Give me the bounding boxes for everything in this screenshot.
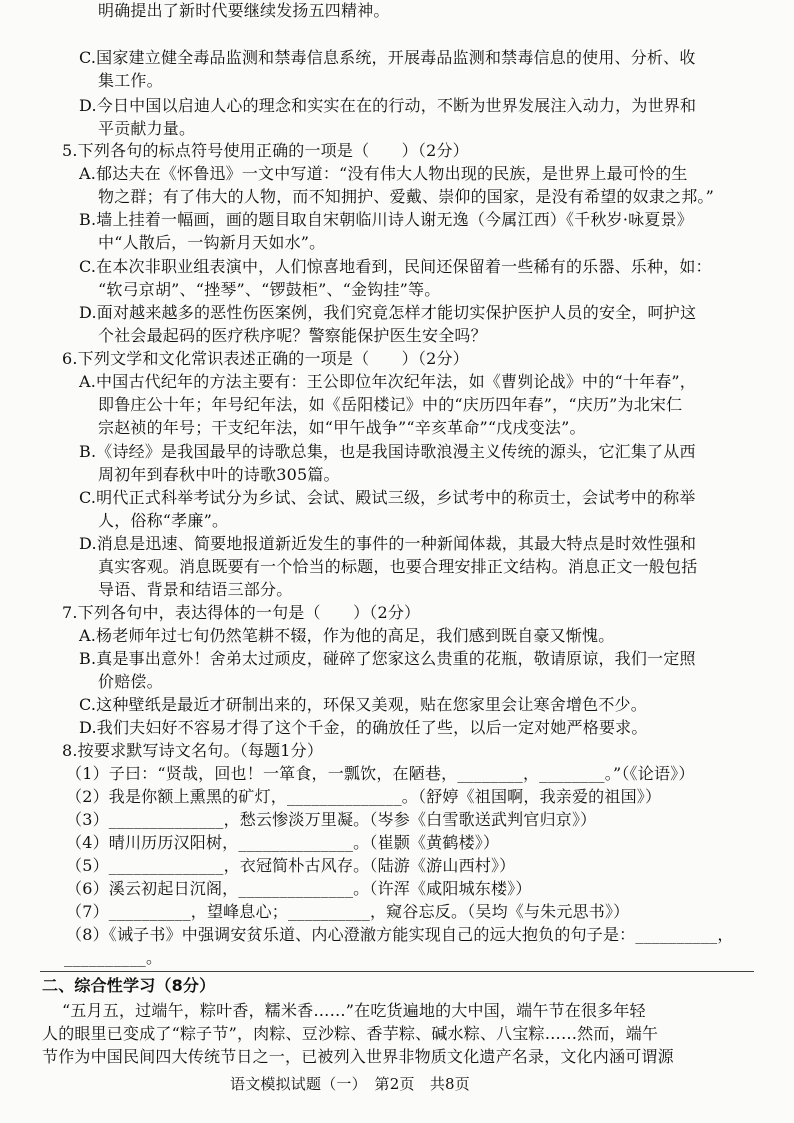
passage-line: “五月五，过端午，粽叶香，糯米香……”在吃货遍地的大中国，端午节在很多年轻: [62, 1001, 646, 1020]
option-a: A.中国古代纪年的方法主要有：王公即位年次纪年法，如《曹刿论战》中的“十年春”，: [79, 372, 697, 391]
question-7: 7.下列各句中，表达得体的一句是（ ）（2分）: [62, 603, 421, 622]
option-a: A.郁达夫在《怀鲁迅》一文中写道：“没有伟大人物出现的民族，是世界上最可怜的生: [79, 164, 688, 183]
option-b: B.真是事出意外！舍弟太过顽皮，碰碎了您家这么贵重的花瓶，敬请原谅，我们一定照: [79, 649, 696, 668]
option-d: D.面对越来越多的恶性伤医案例，我们究竟怎样才能切实保护医护人员的安全，呵护这: [79, 303, 697, 322]
fill-item-8-cont: __________。: [64, 948, 163, 967]
text-line: 价赔偿。: [98, 672, 163, 691]
option-b: B.墙上挂着一幅画，画的题目取自宋朝临川诗人谢无逸（今属江西）《千秋岁·咏夏景》: [79, 210, 693, 229]
text-line: 真实客观。消息既要有一个恰当的标题，也要合理安排正文结构。消息正文一般包括: [98, 557, 698, 576]
text-line: 集工作。: [98, 71, 163, 90]
option-c: C.国家建立健全毒品监测和禁毒信息系统，开展毒品监测和禁毒信息的使用、分析、收: [79, 48, 696, 67]
option-c: C.明代正式科举考试分为乡试、会试、殿试三级，乡试考中的称贡士，会试考中的称举: [79, 488, 696, 507]
option-b: B.《诗经》是我国最早的诗歌总集，也是我国诗歌浪漫主义传统的源头，它汇集了从西: [79, 442, 696, 461]
option-d: D.我们夫妇好不容易才得了这个千金，的确放任了些，以后一定对她严格要求。: [79, 718, 648, 737]
option-a: A.杨老师年过七旬仍然笔耕不辍，作为他的高足，我们感到既自豪又惭愧。: [79, 626, 615, 645]
page-footer: 语文模拟试题（一） 第2页 共8页: [230, 1075, 470, 1093]
option-d: D.今日中国以启迪人心的理念和实实在在的行动，不断为世界发展注入动力，为世界和: [79, 96, 697, 115]
fill-item-2: （2）我是你额上熏黑的矿灯，______________。（舒婷《祖国啊，我亲爱的祖国》）: [66, 787, 662, 806]
question-8: 8.按要求默写诗文名句。（每题1分）: [62, 741, 324, 760]
section-title: 二、综合性学习（8分）: [42, 976, 216, 995]
text-line: 平贡献力量。: [98, 119, 196, 138]
text-line: 人，俗称“孝廉”。: [98, 511, 229, 530]
text-line: “软弓京胡”、“挫琴”、“锣鼓柜”、“金钩挂”等。: [98, 280, 441, 299]
fill-item-4: （4）晴川历历汉阳树，______________。（崔颢《黄鹤楼》）: [66, 833, 500, 852]
text-line: 明确提出了新时代要继续发扬五四精神。: [98, 1, 390, 20]
fill-item-8: （8）《诫子书》中强调安贫乐道、内心澄澈方能实现自己的远大抱负的句子是：__________，: [66, 925, 734, 944]
text-line: 中“人散后，一钩新月天如水”。: [98, 233, 326, 252]
fill-item-5: （5）______________，衣冠简朴古风存。（陆游《游山西村》）: [66, 856, 516, 875]
fill-item-1: （1）子曰：“贤哉，回也！一箪食，一瓢饮，在陋巷，________，________。”（《论语》）: [66, 764, 695, 783]
text-line: 周初年到春秋中叶的诗歌305篇。: [98, 465, 340, 484]
text-line: 宗赵祯的年号；干支纪年法，如“甲午战争”“辛亥革命”“戊戌变法”。: [98, 418, 586, 437]
text-line: 导语、背景和结语三部分。: [98, 580, 293, 599]
text-line: 物之群；有了伟大的人物，而不知拥护、爱戴、崇仰的国家，是没有希望的奴隶之邦。”: [98, 187, 714, 206]
option-c: C.在本次非职业组表演中，人们惊喜地看到，民间还保留着一些稀有的乐器、乐种，如：: [79, 257, 712, 276]
option-c: C.这种壁纸是最近才研制出来的，环保又美观，贴在您家里会让寒舍增色不少。: [79, 695, 647, 714]
passage-line: 人的眼里已变成了“粽子节”，肉粽、豆沙粽、香芋粽、碱水粽、八宝粽……然而，端午: [42, 1024, 659, 1043]
passage-line: 节作为中国民间四大传统节日之一，已被列入世界非物质文化遗产名录，文化内涵可谓源: [42, 1047, 674, 1066]
fill-item-6: （6）溪云初起日沉阁，______________。（许浑《咸阳城东楼》）: [66, 879, 532, 898]
option-d: D.消息是迅速、简要地报道新近发生的事件的一种新闻体裁，其最大特点是时效性强和: [79, 534, 697, 553]
section-divider: [40, 971, 754, 972]
question-6: 6.下列文学和文化常识表述正确的一项是（ ）（2分）: [62, 349, 469, 368]
text-line: 即鲁庄公十年；年号纪年法，如《岳阳楼记》中的“庆历四年春”，“庆历”为北宋仁: [98, 395, 683, 414]
text-line: 个社会最起码的医疗秩序呢？警察能保护医生安全吗？: [98, 326, 487, 345]
question-5: 5.下列各句的标点符号使用正确的一项是（ ）（2分）: [62, 141, 469, 160]
fill-item-3: （3）______________，愁云惨淡万里凝。（岑参《白雪歌送武判官归京》）: [66, 810, 597, 829]
fill-item-7: （7）__________，望峰息心；__________，窥谷忘反。（吴均《与朱元思书》）: [66, 902, 630, 921]
